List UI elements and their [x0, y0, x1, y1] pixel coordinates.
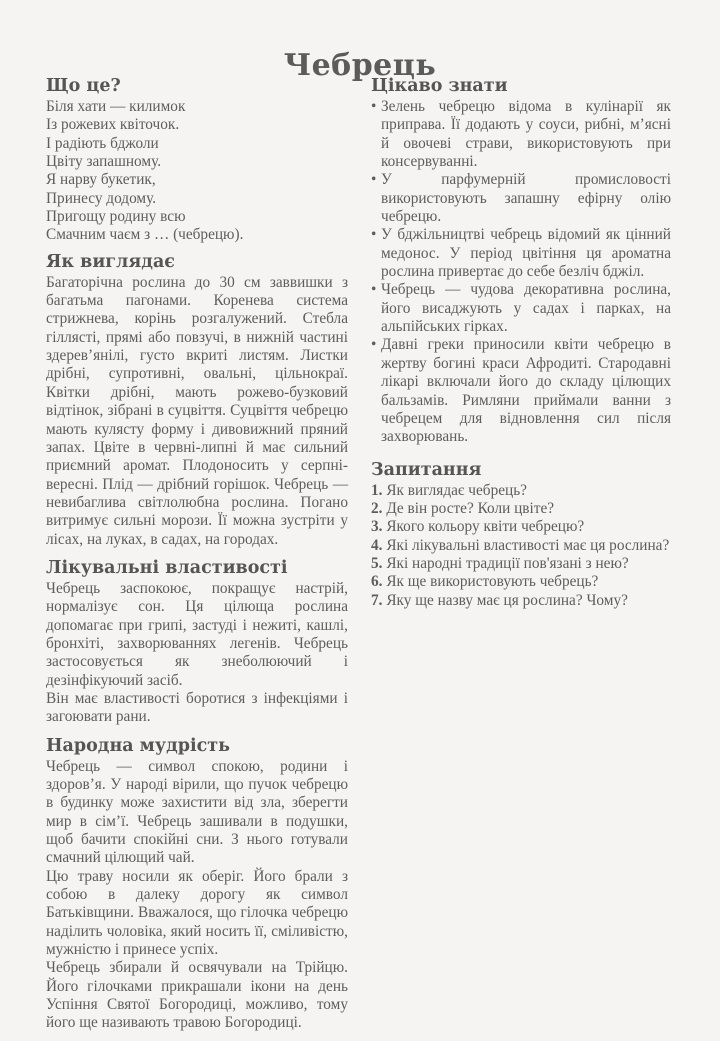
wisdom-paragraph: Чебрець — символ спокою, родини і здоров’я. У народі вірили, що пучок чебрецю в будинку може захистити від зла, зберегти мир в сім’ї. Чебрець зашивали в подушки, щоб бачити спокійні сни. З нього готували смачний цілющий чай.	[46, 757, 348, 867]
poem-line: Біля хати — килимок	[46, 98, 186, 115]
poem-line: Принесу додому.	[46, 189, 157, 207]
fact-item	[371, 281, 671, 336]
section-heading-facts: Цікаво знати	[371, 76, 508, 96]
fact-text: У парфумерній промисловості використовують запашну ефірну олію чебрецю.	[381, 171, 671, 226]
facts-list	[371, 98, 671, 447]
section-questions	[371, 459, 671, 610]
question-number: 2.	[371, 499, 383, 517]
question-item	[371, 500, 671, 518]
section-interesting-facts	[371, 75, 671, 447]
question-text: Де він росте? Коли цвіте?	[386, 499, 555, 517]
fact-item	[371, 171, 671, 226]
appearance-text: Багаторічна рослина до 30 см заввишки з багатьма пагонами. Коренева система стрижнева, корінь розгалужений. Стебла гіллясті, прямі або повзучі, в нижній частині здерев’янілі, густо вкриті листям. Листки дрібні, супротивні, овальні, цільнокраї. Квітки дрібні, мають рожево-бузковий відтінок, зібрані в суцвіття. Суцвіття чебрецю мають кулясту форму і дивовижний пряний запах. Цвіте в червні-липні й має сильний приємний аромат. Плодоносить у серпні-вересні. Плід — дрібний горішок. Чебрець — невибаглива світлолюбна рослина. Погано витримує сильні морози. Її можна зустріти у лісах, на луках, в садах, на городах.	[46, 273, 348, 548]
bullet-icon: •	[371, 98, 377, 115]
question-text: Як виглядає чебрець?	[386, 481, 527, 499]
fact-text: Давні греки приносили квіти чебрецю в жертву богині краси Афродиті. Стародавні лікарі включали його до складу цілющих бальзамів. Римляни приймали ванни з чебрецем для відновлення сил після захворювань.	[381, 336, 671, 446]
question-number: 5.	[371, 554, 383, 572]
fact-item	[371, 226, 671, 281]
fact-text: Зелень чебрецю відома в кулінарії як приправа. Її додають у соуси, рибні, м’ясні й овочеві страви, використовують при консервуванні.	[381, 98, 671, 171]
question-number: 7.	[371, 591, 383, 609]
question-item	[371, 573, 671, 591]
question-text: Якого кольору квіти чебрецю?	[386, 518, 585, 536]
bullet-icon: •	[371, 336, 377, 354]
question-item	[371, 537, 671, 555]
section-heading-questions: Запитання	[371, 459, 482, 480]
question-number: 4.	[371, 536, 383, 554]
fact-item	[371, 98, 671, 171]
bullet-icon: •	[371, 171, 377, 189]
section-healing-properties	[46, 557, 348, 727]
question-text: Які лікувальні властивості має ця рослина?	[386, 536, 670, 554]
question-number: 1.	[371, 481, 383, 499]
page-title: Чебрець	[283, 48, 437, 84]
question-number: 3.	[371, 518, 383, 536]
section-folk-wisdom	[46, 735, 348, 1033]
poem-line: Цвіту запашному.	[46, 153, 162, 171]
question-text: Як ще використовують чебрець?	[386, 573, 599, 591]
fact-text: У бджільництві чебрець відомий як цінний медонос. У період цвітіння ця ароматна рослина привертає до себе безліч бджіл.	[381, 226, 671, 281]
poem-line: Смачним чаєм з … (чебрецю).	[46, 226, 244, 244]
section-heading-healing: Лікувальні властивості	[46, 557, 288, 578]
question-text: Яку ще назву має ця рослина? Чому?	[386, 591, 628, 609]
right-column	[371, 75, 671, 618]
poem-line: Я нарву букетик,	[46, 171, 156, 189]
section-appearance	[46, 251, 348, 549]
healing-paragraph: Він має властивості боротися з інфекціями і загоювати рани.	[46, 689, 348, 726]
bullet-icon: •	[371, 281, 377, 299]
question-item	[371, 555, 671, 573]
wisdom-paragraph: Чебрець збирали й освячували на Трійцю. Його гілочками прикрашали ікони на день Успіння Святої Богородиці, можливо, тому його ще називають травою Богородиці.	[46, 959, 348, 1032]
fact-text: Чебрець — чудова декоративна рослина, його висаджують у садах і парках, на альпійських гірках.	[381, 281, 671, 336]
fact-item	[371, 336, 671, 446]
question-number: 6.	[371, 573, 383, 591]
poem-line: І радіють бджоли	[46, 134, 159, 152]
section-heading-appearance: Як виглядає	[46, 251, 175, 272]
section-heading-what-is-it: Що це?	[46, 76, 121, 96]
left-column	[46, 75, 348, 1041]
section-heading-folk-wisdom: Народна мудрість	[46, 735, 231, 756]
question-item	[371, 592, 671, 610]
poem-line: Із рожевих квіточок.	[46, 116, 180, 134]
question-text: Які народні традиції пов'язані з нею?	[386, 554, 629, 572]
section-what-is-it	[46, 75, 348, 245]
question-item	[371, 518, 671, 536]
healing-paragraph: Чебрець заспокоює, покращує настрій, нормалізує сон. Ця цілюща рослина допомагає при грипі, застуді і нежиті, кашлі, бронхіті, захворюваннях легенів. Чебрець застосовується як знеболюючий і дезінфікуючий засіб.	[46, 579, 348, 689]
wisdom-paragraph: Цю траву носили як оберіг. Його брали з собою в далеку дорогу як символ Батьківщини. Вважалося, що гілочка чебрецю наділить чоловіка, який носить її, сміливістю, мужністю і принесе успіх.	[46, 867, 348, 959]
bullet-icon: •	[371, 226, 377, 244]
poem-line: Пригощу родину всю	[46, 208, 186, 226]
question-item	[371, 482, 671, 500]
questions-list	[371, 482, 671, 610]
